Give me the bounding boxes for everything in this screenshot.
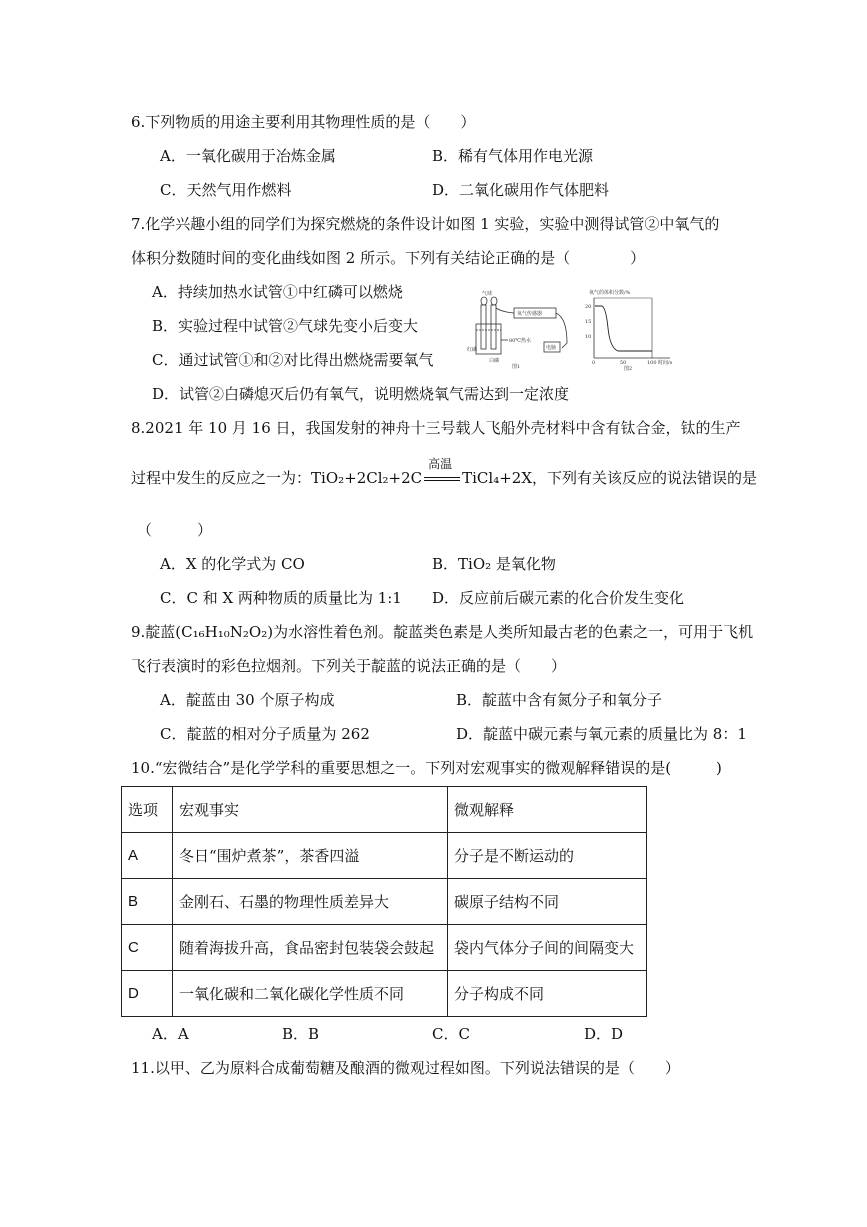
q8-stem-prefix: 过程中发生的反应之一为： — [131, 469, 312, 487]
q6-option-b: B．稀有气体用作电光源 — [432, 147, 594, 165]
q10-option-d: D．D — [584, 1025, 624, 1043]
header-option: 选项 — [122, 787, 173, 833]
row-micro-explanation: 碳原子结构不同 — [448, 879, 647, 925]
y-tick-15: 15 — [585, 319, 592, 325]
q7-figure — [467, 288, 682, 372]
q8-option-d: D．反应前后碳元素的化合价发生变化 — [432, 589, 685, 607]
q8-stem-suffix: ，下列有关该反应的说法错误的是 — [532, 469, 758, 487]
q9-option-c: C．靛蓝的相对分子质量为 262 — [160, 725, 370, 743]
row-micro-explanation: 袋内气体分子间的间隔变大 — [448, 925, 647, 971]
q10-option-c: C．C — [432, 1025, 470, 1043]
q8-option-a: A．X 的化学式为 CO — [160, 555, 305, 573]
fig1-label: 图1 — [512, 364, 521, 370]
q6-option-a: A．一氧化碳用于冶炼金属 — [160, 147, 336, 165]
q10-option-a: A．A — [152, 1025, 189, 1043]
q8-equation-arrow — [422, 457, 462, 488]
hot-water-label: 80℃热水 — [509, 338, 531, 344]
oxygen-chart — [585, 289, 673, 372]
q7-option-a: A．持续加热水试管①中红磷可以燃烧 — [152, 283, 403, 301]
row-macro-fact: 随着海拔升高，食品密封包装袋会鼓起 — [173, 925, 448, 971]
q7-option-d: D．试管②白磷熄灭后仍有氧气，说明燃烧氧气需达到一定浓度 — [152, 385, 570, 403]
header-micro-explanation: 微观解释 — [448, 787, 647, 833]
q9-stem-line2: 飞行表演时的彩色拉烟剂。下列关于靛蓝的说法正确的是（ ） — [131, 657, 567, 675]
row-option: C — [122, 925, 173, 971]
row-macro-fact: 一氧化碳和二氧化碳化学性质不同 — [173, 971, 448, 1017]
row-option: D — [122, 971, 173, 1017]
q7-stem-line2: 体积分数随时间的变化曲线如图 2 所示。下列有关结论正确的是（ ） — [131, 249, 646, 267]
q9-option-a: A．靛蓝由 30 个原子构成 — [160, 691, 335, 709]
computer-label: 电脑 — [546, 345, 557, 351]
y-tick-10: 10 — [585, 334, 592, 340]
sensor-label: 氧气传感器 — [517, 311, 543, 317]
fig2-label: 图2 — [624, 366, 633, 372]
q8-option-b: B．TiO₂ 是氧化物 — [432, 555, 556, 573]
x-tick-50: 50 — [620, 360, 627, 366]
q9-stem-line1: 9.靛蓝(C₁₆H₁₀N₂O₂)为水溶性着色剂。靛蓝类色素是人类所知最古老的色素之一，可用于飞机 — [131, 623, 754, 641]
table-row — [122, 879, 647, 925]
white-p-label: 白磷 — [489, 358, 500, 364]
q10-option-b: B．B — [282, 1025, 320, 1043]
y-tick-20: 20 — [585, 304, 592, 310]
row-micro-explanation: 分子构成不同 — [448, 971, 647, 1017]
q8-option-c: C．C 和 X 两种物质的质量比为 1:1 — [160, 589, 402, 607]
q10-stem: 10.“宏微结合”是化学学科的重要思想之一。下列对宏观事实的微观解释错误的是( ) — [131, 759, 722, 777]
row-macro-fact: 金刚石、石墨的物理性质差异大 — [173, 879, 448, 925]
q7-stem-line1: 7.化学兴趣小组的同学们为探究燃烧的条件设计如图 1 实验，实验中测得试管②中氧气的 — [131, 215, 720, 233]
row-option: B — [122, 879, 173, 925]
row-micro-explanation: 分子是不断运动的 — [448, 833, 647, 879]
q6-option-d: D．二氧化碳用作气体肥料 — [432, 181, 610, 199]
q8-equation-right: TiCl₄+2X — [462, 469, 533, 487]
q8-condition: 高温 — [428, 457, 453, 471]
balloon-label: 气球 — [482, 291, 493, 297]
q6-stem: 6.下列物质的用途主要利用其物理性质的是（ ） — [131, 113, 476, 131]
header-macro-fact: 宏观事实 — [173, 787, 448, 833]
x-tick-0: 0 — [592, 360, 596, 366]
x-axis-title: 时间/s — [658, 360, 673, 366]
q9-option-d: D．靛蓝中碳元素与氧元素的质量比为 8：1 — [456, 725, 747, 743]
x-tick-100: 100 — [647, 360, 657, 366]
q9-option-b: B．靛蓝中含有氮分子和氧分子 — [456, 691, 663, 709]
apparatus-diagram — [467, 290, 567, 370]
table-row — [122, 971, 647, 1017]
q10-table — [121, 786, 647, 1017]
oxygen-curve — [595, 306, 652, 351]
table-row — [122, 833, 647, 879]
row-option: A — [122, 833, 173, 879]
row-macro-fact: 冬日“围炉煮茶”，茶香四溢 — [173, 833, 448, 879]
q8-stem-line1: 8.2021 年 10 月 16 日，我国发射的神舟十三号载人飞船外壳材料中含有钛合金，钛的生产 — [131, 419, 741, 437]
table-row — [122, 925, 647, 971]
q6-option-c: C．天然气用作燃料 — [160, 181, 292, 199]
q11-stem: 11.以甲、乙为原料合成葡萄糖及酿酒的微观过程如图。下列说法错误的是（ ） — [131, 1059, 680, 1077]
q8-equation-left: TiO₂+2Cl₂+2C — [311, 469, 423, 487]
q7-option-c: C．通过试管①和②对比得出燃烧需要氧气 — [152, 351, 434, 369]
table-header-row — [122, 787, 647, 833]
q7-option-b: B．实验过程中试管②气球先变小后变大 — [152, 317, 419, 335]
q8-stem-line2 — [131, 457, 758, 488]
q8-answer-paren: （ ） — [137, 521, 213, 539]
y-axis-title: 氧气的体积分数/% — [589, 290, 631, 296]
red-p-label: 红磷 — [467, 347, 478, 353]
